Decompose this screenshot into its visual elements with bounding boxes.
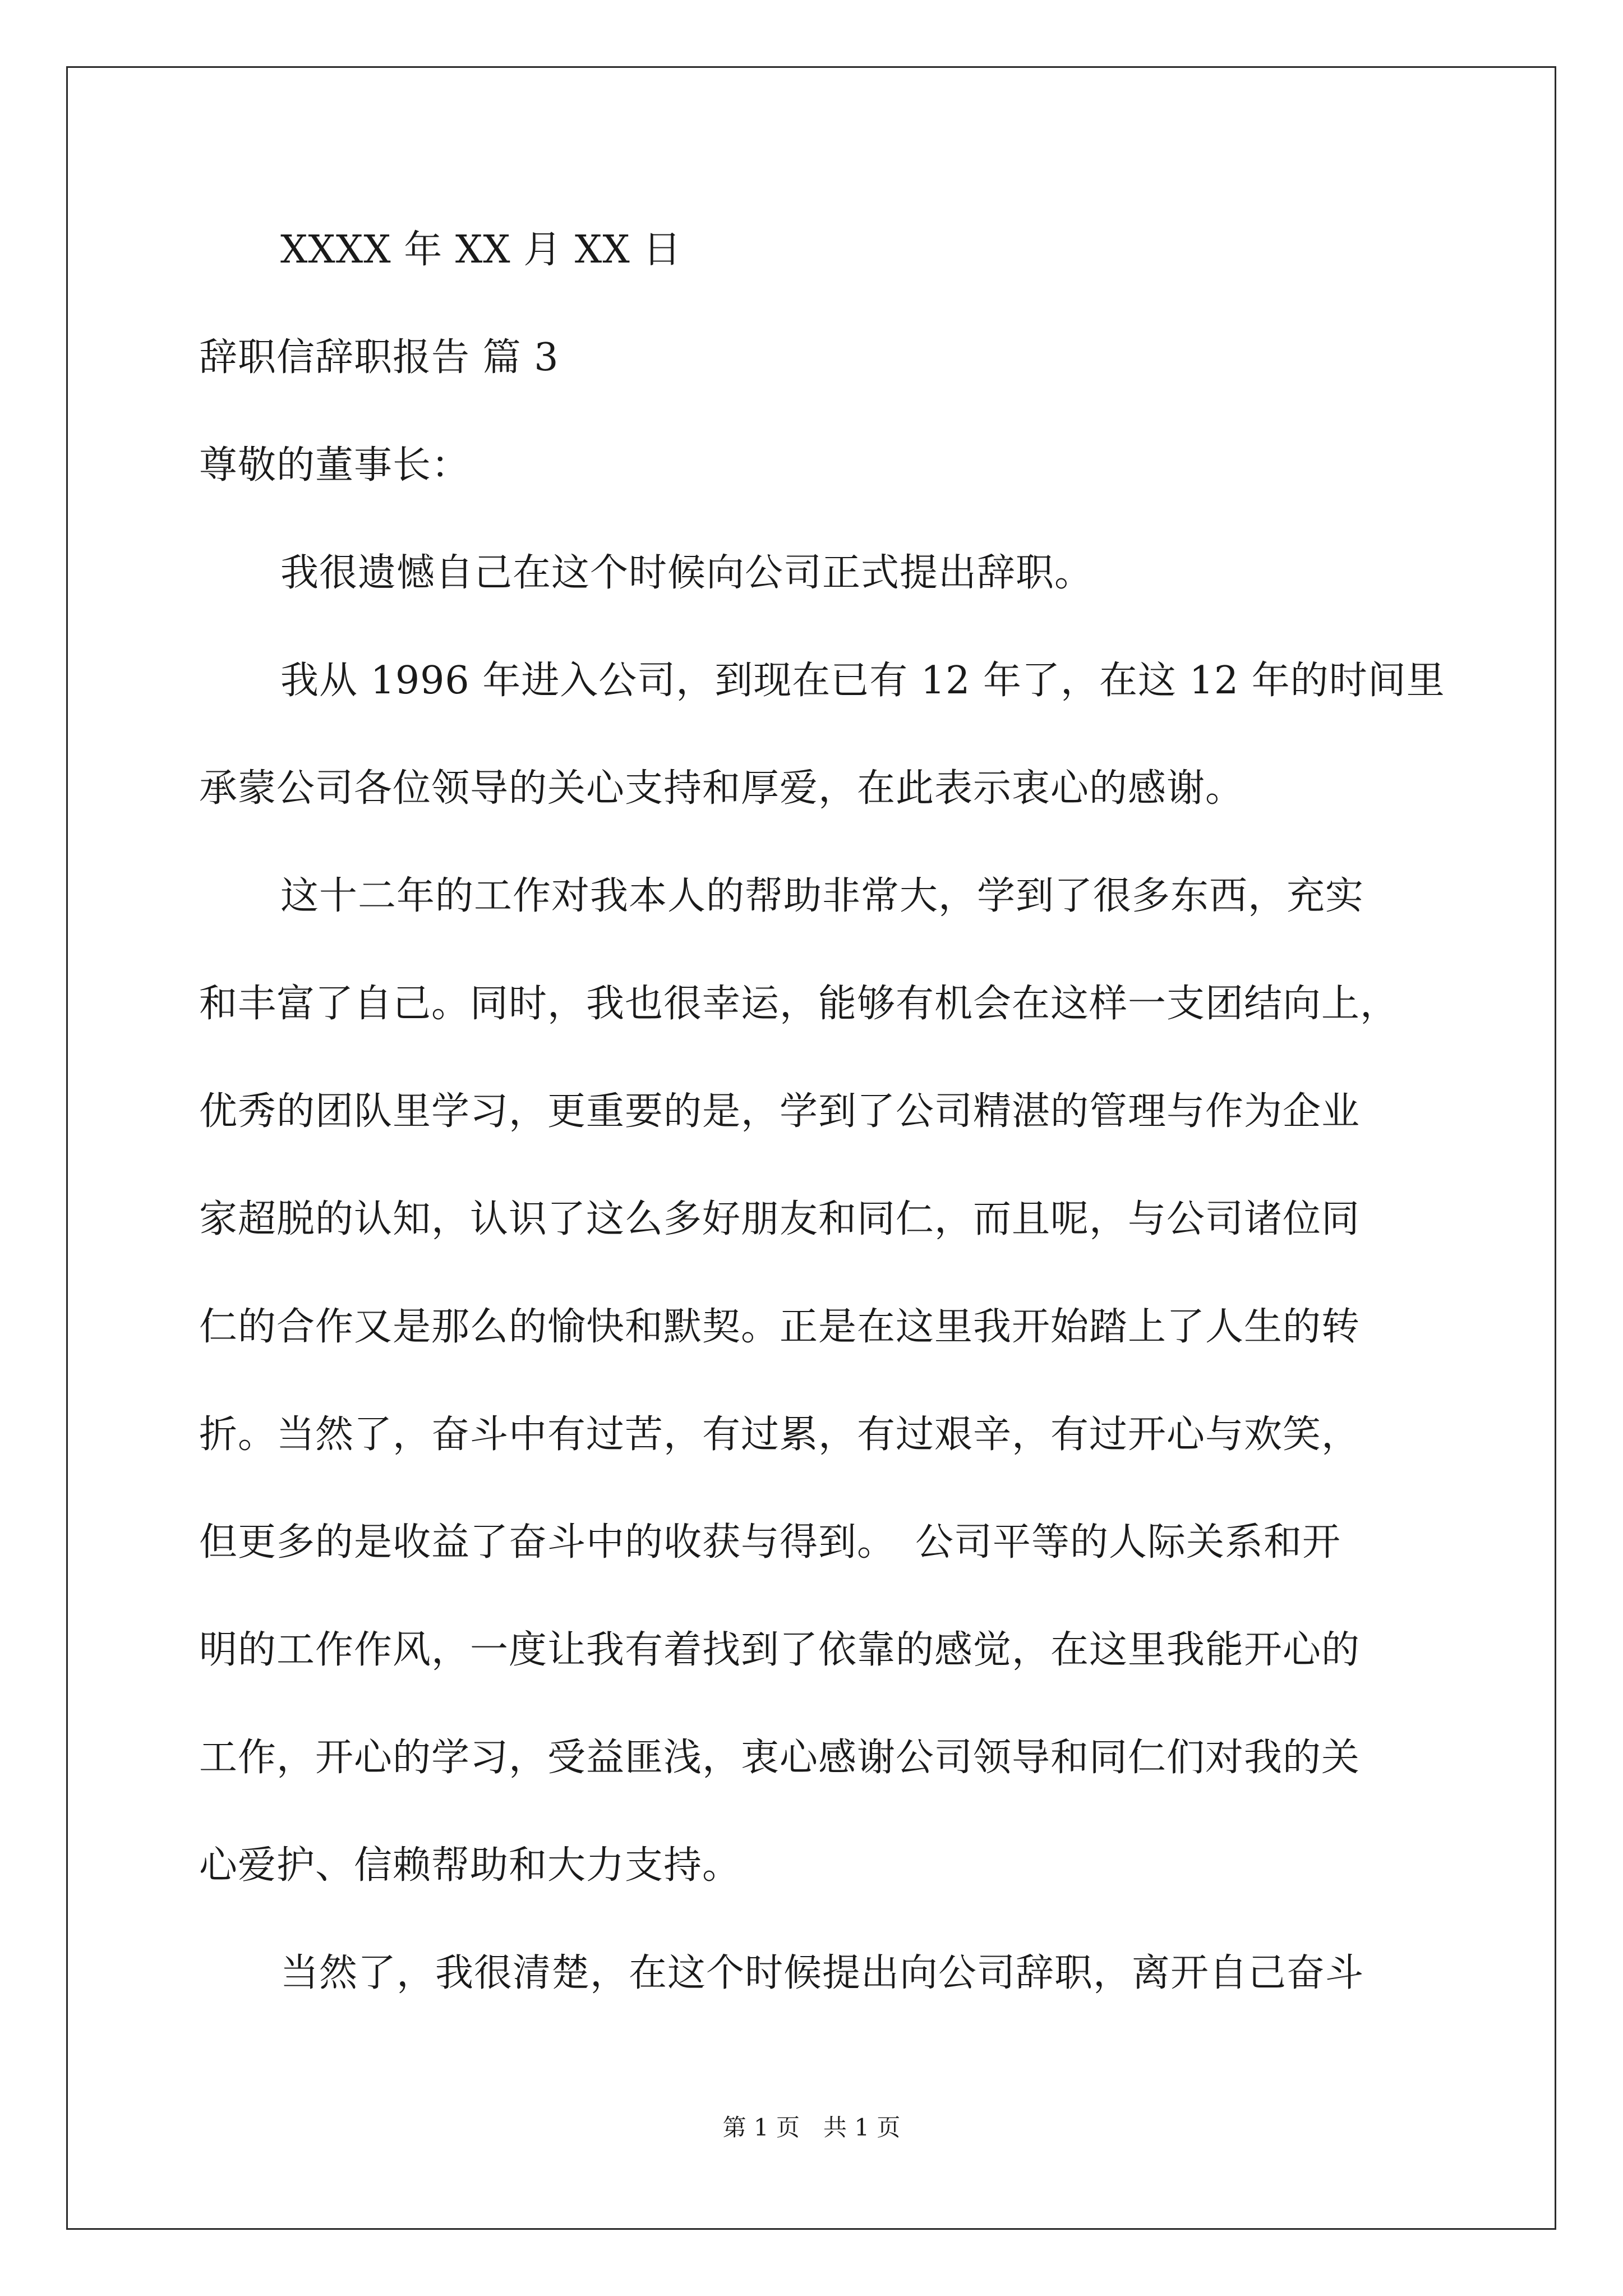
paragraph-2-line-1: 我从 1996 年进入公司，到现在已有 12 年了，在这 12 年的时间里	[280, 659, 1445, 703]
page-border	[66, 66, 1556, 2230]
paragraph-2-line-2: 承蒙公司各位领导的关心支持和厚爱，在此表示衷心的感谢。	[199, 766, 1244, 811]
paragraph-4-line-1: 当然了，我很清楚，在这个时候提出向公司辞职，离开自己奋斗	[280, 1951, 1364, 1995]
document-heading: 辞职信辞职报告 篇 3	[199, 335, 559, 380]
paragraph-3-line-10: 心爱护、信赖帮助和大力支持。	[199, 1843, 741, 1888]
paragraph-1-line: 我很遗憾自己在这个时候向公司正式提出辞职。	[280, 551, 1094, 595]
paragraph-3-line-4: 家超脱的认知，认识了这么多好朋友和同仁，而且呢，与公司诸位同	[199, 1197, 1361, 1241]
page-indicator: 第 1 页 共 1 页	[722, 2114, 901, 2141]
paragraph-3-line-6: 折。当然了，奋斗中有过苦，有过累，有过艰辛，有过开心与欢笑，	[199, 1412, 1361, 1457]
paragraph-3-line-5: 仁的合作又是那么的愉快和默契。正是在这里我开始踏上了人生的转	[199, 1305, 1361, 1349]
paragraph-3-line-7: 但更多的是收益了奋斗中的收获与得到。 公司平等的人际关系和开	[199, 1520, 1341, 1565]
salutation: 尊敬的董事长：	[199, 443, 471, 487]
paragraph-3-line-2: 和丰富了自己。同时，我也很幸运，能够有机会在这样一支团结向上，	[199, 982, 1399, 1026]
paragraph-3-line-1: 这十二年的工作对我本人的帮助非常大，学到了很多东西，充实	[280, 874, 1364, 918]
paragraph-3-line-9: 工作，开心的学习，受益匪浅，衷心感谢公司领导和同仁们对我的关	[199, 1736, 1361, 1780]
paragraph-3-line-3: 优秀的团队里学习，更重要的是，学到了公司精湛的管理与作为企业	[199, 1089, 1361, 1134]
paragraph-3-line-8: 明的工作作风，一度让我有着找到了依靠的感觉，在这里我能开心的	[199, 1628, 1361, 1672]
page-footer	[0, 2116, 1623, 2139]
date-line: XXXX 年 XX 月 XX 日	[280, 228, 682, 272]
